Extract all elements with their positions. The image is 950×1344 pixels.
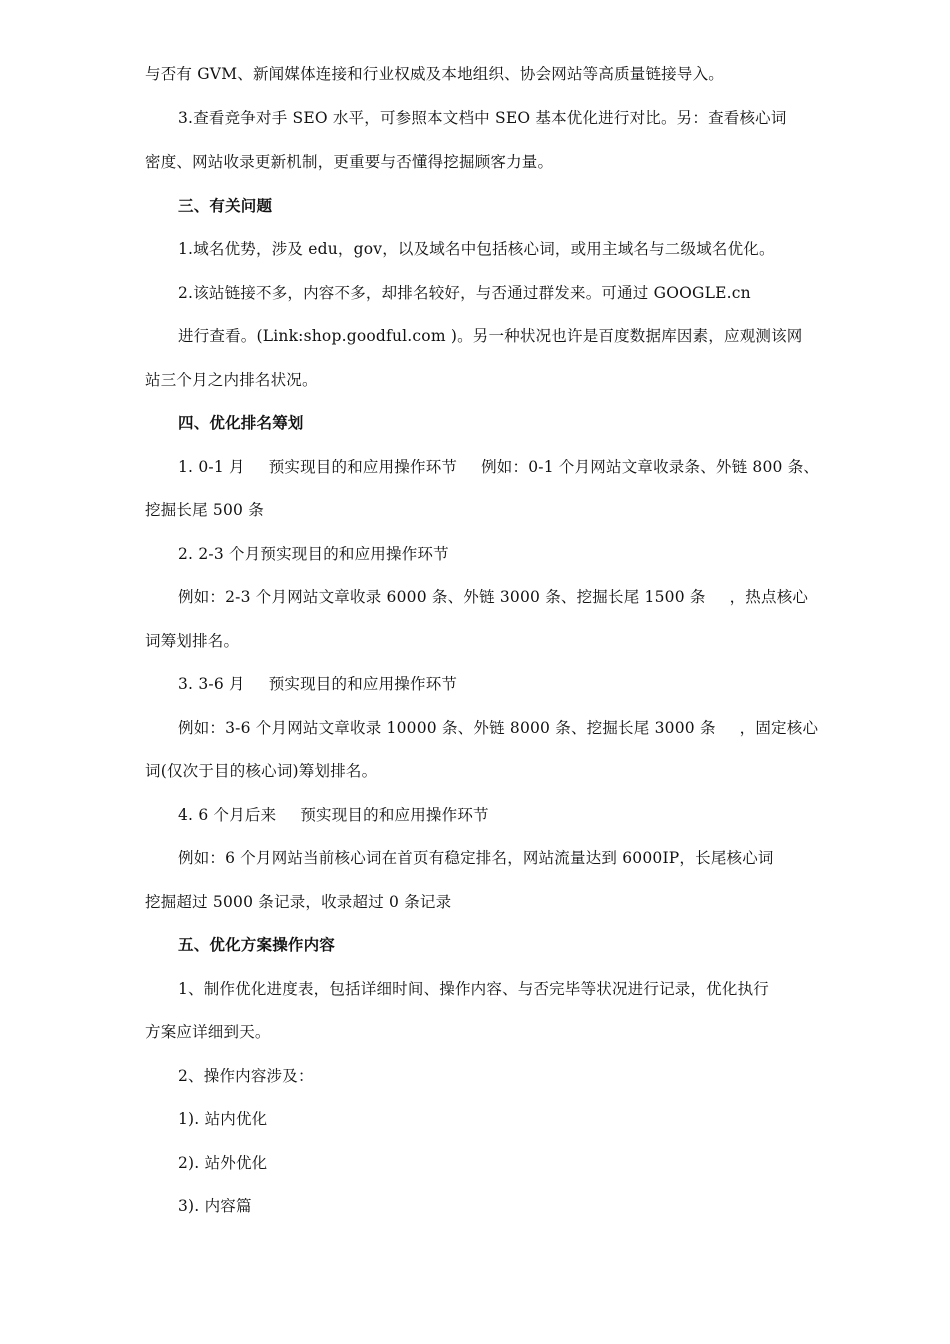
plan-stage-example: 例如：0-1 个月网站文章收录条、外链 800 条、 [481, 458, 820, 476]
paragraph-line: 密度、网站收录更新机制，更重要与否懂得挖掘顾客力量。 [145, 153, 554, 171]
paragraph-line [178, 805, 489, 825]
plan-example: 例如：3-6 个月网站文章收录 10000 条、外链 8000 条、挖掘长尾 3000 条 [178, 719, 716, 737]
paragraph-line [178, 718, 818, 738]
plan-stage-text: 预实现目的和应用操作环节 [268, 675, 458, 693]
paragraph-line [178, 587, 808, 607]
paragraph-line: 与否有 GVM、新闻媒体连接和行业权威及本地组织、协会网站等高质量链接导入。 [145, 65, 724, 83]
paragraph-line: 词(仅次于目的核心词)筹划排名。 [145, 762, 378, 780]
paragraph-line: 1、制作优化进度表，包括详细时间、操作内容、与否完毕等状况进行记录，优化执行 [178, 980, 769, 998]
paragraph-line [178, 674, 457, 694]
list-item: 3). 内容篇 [178, 1197, 252, 1215]
plan-example: 例如：2-3 个月网站文章收录 6000 条、外链 3000 条、挖掘长尾 1500 条 [178, 588, 706, 606]
paragraph-line: 挖掘超过 5000 条记录，收录超过 0 条记录 [145, 893, 452, 911]
paragraph-line: 词筹划排名。 [145, 632, 240, 650]
paragraph-line [178, 457, 819, 477]
plan-example-cont: ，热点核心 [729, 588, 809, 606]
paragraph-line: 挖掘长尾 500 条 [145, 501, 264, 519]
plan-stage-text: 预实现目的和应用操作环节 [300, 806, 489, 824]
section-heading: 四、优化排名筹划 [178, 413, 304, 432]
paragraph-line: 2.该站链接不多，内容不多，却排名较好，与否通过群发来。可通过 GOOGLE.cn [178, 284, 751, 302]
paragraph-line: 2、操作内容涉及： [178, 1067, 314, 1085]
plan-example-cont: ，固定核心 [739, 719, 819, 737]
paragraph-line: 2. 2-3 个月预实现目的和应用操作环节 [178, 545, 449, 563]
plan-stage-text: 预实现目的和应用操作环节 [268, 458, 458, 476]
list-item: 1). 站内优化 [178, 1110, 268, 1128]
plan-stage-label: 1. 0-1 月 [178, 458, 245, 476]
paragraph-line: 例如：6 个月网站当前核心词在首页有稳定排名，网站流量达到 6000IP，长尾核心词 [178, 849, 774, 867]
paragraph-line: 3.查看竞争对手 SEO 水平，可参照本文档中 SEO 基本优化进行对比。另：查看核心词 [178, 109, 787, 127]
paragraph-line: 方案应详细到天。 [145, 1023, 271, 1041]
paragraph-line: 站三个月之内排名状况。 [145, 371, 318, 389]
section-heading: 三、有关问题 [178, 196, 273, 215]
paragraph-line: 1.域名优势，涉及 edu，gov，以及域名中包括核心词，或用主域名与二级域名优化。 [178, 240, 775, 258]
paragraph-line: 进行查看。(Link:shop.goodful.com )。另一种状况也许是百度数据库因素，应观测该网 [178, 327, 803, 345]
section-heading: 五、优化方案操作内容 [178, 935, 336, 954]
plan-stage-label: 4. 6 个月后来 [178, 806, 277, 824]
list-item: 2). 站外优化 [178, 1154, 268, 1172]
plan-stage-label: 3. 3-6 月 [178, 675, 245, 693]
